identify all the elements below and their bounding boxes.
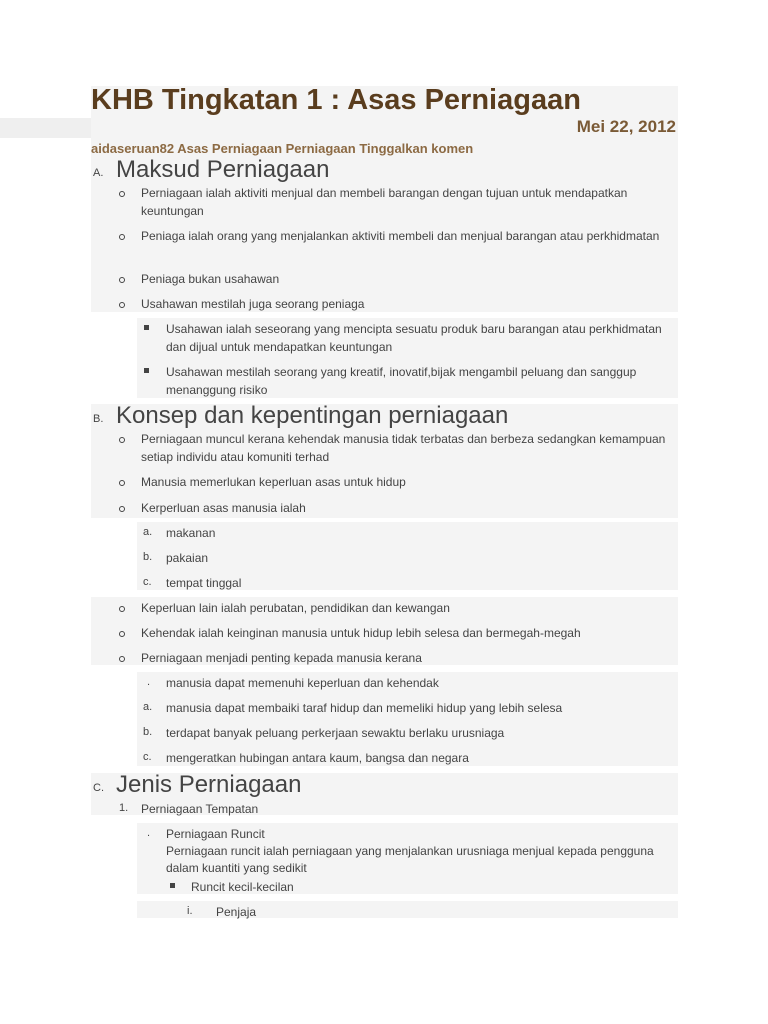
list-marker: b. xyxy=(143,726,153,738)
page-title: KHB Tingkatan 1 : Asas Perniagaan xyxy=(91,84,581,116)
list-marker: a. xyxy=(143,701,153,713)
list-item: Keperluan lain ialah perubatan, pendidikan dan kewangan xyxy=(141,601,450,615)
list-item: Perniagaan runcit ialah perniagaan yang menjalankan urusniaga menjual kepada pengguna dalam kuantiti yang sedikit xyxy=(166,844,654,875)
list-item: Perniagaan menjadi penting kepada manusia kerana xyxy=(141,651,422,665)
section-a-letter: A. xyxy=(93,167,104,179)
list-item: tempat tinggal xyxy=(166,576,242,590)
list-marker: a. xyxy=(143,526,153,538)
circle-bullet-icon xyxy=(119,631,125,637)
circle-bullet-icon xyxy=(119,437,125,443)
list-marker: . xyxy=(147,827,151,839)
circle-bullet-icon xyxy=(119,234,125,240)
circle-bullet-icon xyxy=(119,277,125,283)
list-item: manusia dapat memenuhi keperluan dan kehendak xyxy=(166,676,439,690)
list-marker: c. xyxy=(143,576,152,588)
circle-bullet-icon xyxy=(119,606,125,612)
section-c-letter: C. xyxy=(93,782,104,794)
circle-bullet-icon xyxy=(119,506,125,512)
section-b-title: Konsep dan kepentingan perniagaan xyxy=(116,402,509,429)
list-marker: i. xyxy=(187,905,193,917)
list-marker: b. xyxy=(143,551,153,563)
section-a-title: Maksud Perniagaan xyxy=(116,156,330,183)
circle-bullet-icon xyxy=(119,656,125,662)
list-item-heading: Perniagaan Runcit xyxy=(166,827,265,841)
list-item: Runcit kecil-kecilan xyxy=(191,880,294,894)
list-item: Peniaga bukan usahawan xyxy=(141,272,280,286)
list-item: Perniagaan muncul kerana kehendak manusia tidak terbatas dan berbeza sedangkan kemampuan setiap individu atau komuniti terhad xyxy=(141,432,666,464)
list-item: Peniaga ialah orang yang menjalankan aktiviti membeli dan menjual barangan atau perkhidmatan xyxy=(141,229,660,243)
circle-bullet-icon xyxy=(119,302,125,308)
list-item: Kehendak ialah keinginan manusia untuk hidup lebih selesa dan bermegah-megah xyxy=(141,626,581,640)
list-item: Perniagaan ialah aktiviti menjual dan membeli barangan dengan tujuan untuk mendapatkan keuntungan xyxy=(141,186,628,218)
section-c-title: Jenis Perniagaan xyxy=(116,771,302,798)
list-item: Penjaja xyxy=(216,905,257,919)
list-item: makanan xyxy=(166,526,216,540)
circle-bullet-icon xyxy=(119,191,125,197)
section-b-letter: B. xyxy=(93,413,104,425)
list-item: pakaian xyxy=(166,551,209,565)
list-marker: . xyxy=(147,676,151,688)
list-item: manusia dapat membaiki taraf hidup dan memeliki hidup yang lebih selesa xyxy=(166,701,563,715)
list-item: terdapat banyak peluang perkerjaan sewaktu berlaku urusniaga xyxy=(166,726,505,740)
list-item: Usahawan ialah seseorang yang mencipta sesuatu produk baru barangan atau perkhidmatan dan dijual untuk mendapatkan keuntungan xyxy=(166,322,662,354)
square-bullet-icon xyxy=(144,368,149,373)
list-item: Usahawan mestilah seorang yang kreatif, inovatif,bijak mengambil peluang dan sanggup menanggung risiko xyxy=(166,365,637,397)
left-strip xyxy=(0,118,91,138)
list-item: Kerperluan asas manusia ialah xyxy=(141,501,306,515)
list-item: mengeratkan hubingan antara kaum, bangsa dan negara xyxy=(166,751,469,765)
list-marker: 1. xyxy=(119,802,129,814)
post-meta[interactable]: aidaseruan82 Asas Perniagaan Perniagaan Tinggalkan komen xyxy=(91,141,474,156)
list-item: Manusia memerlukan keperluan asas untuk hidup xyxy=(141,475,406,489)
square-bullet-icon xyxy=(170,883,175,888)
list-item: Perniagaan Tempatan xyxy=(141,802,259,816)
circle-bullet-icon xyxy=(119,480,125,486)
post-date: Mei 22, 2012 xyxy=(576,117,676,136)
list-item: Usahawan mestilah juga seorang peniaga xyxy=(141,297,365,311)
list-marker: c. xyxy=(143,751,152,763)
square-bullet-icon xyxy=(144,325,149,330)
